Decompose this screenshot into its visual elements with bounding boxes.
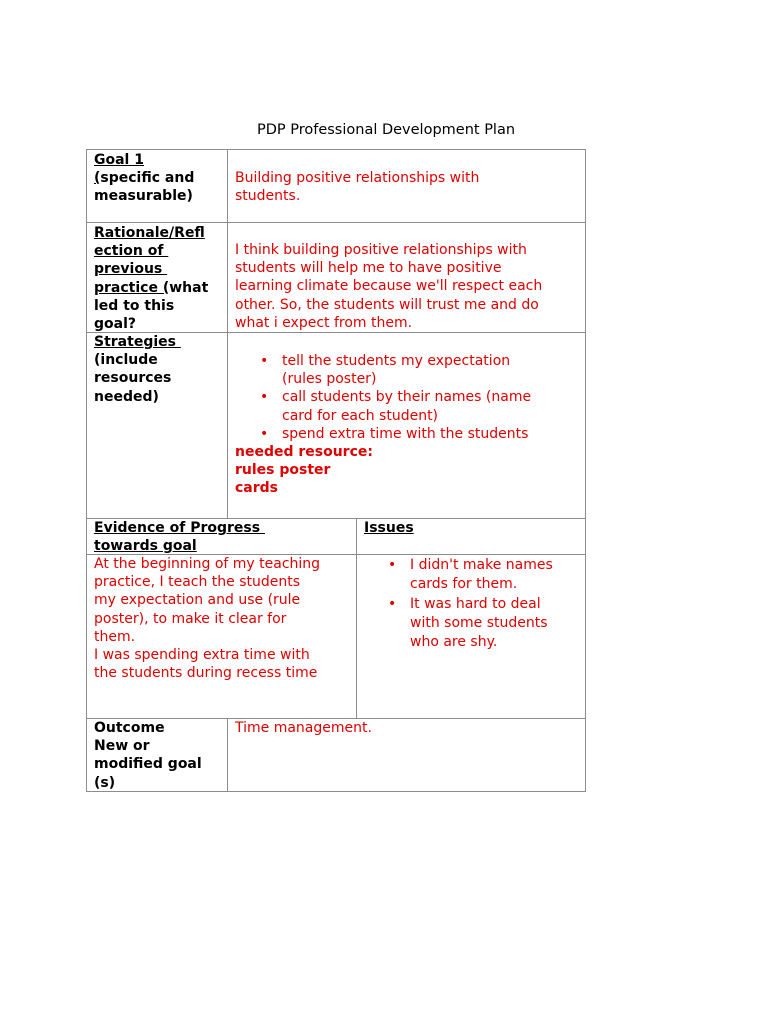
issues-list [364, 556, 579, 652]
rationale-label-line: goal? [94, 316, 137, 333]
evidence-header: Evidence of Progress [94, 520, 265, 536]
rationale-value-cell [227, 222, 586, 333]
rationale-label-line: previous [94, 261, 168, 278]
goal-label-cell [86, 149, 228, 223]
outcome-label-line: New or [94, 738, 150, 755]
issues-header: Issues [364, 520, 414, 536]
goal-value-line: Building positive relationships with [235, 170, 480, 186]
outcome-label-line: modified goal [94, 756, 202, 773]
goal-value-cell [227, 149, 586, 223]
list-item: • call students by their names (name card for each student) [282, 388, 579, 424]
rationale-value-line: students will help me to have positive [235, 260, 502, 277]
evidence-header: towards goal [94, 538, 197, 555]
rationale-label-line: Rationale/Refl [94, 225, 205, 241]
list-item: • It was hard to deal with some students who are shy. [410, 595, 579, 653]
strategies-list [235, 352, 579, 443]
outcome-label-line: Outcome [94, 720, 165, 736]
strategies-label-line: resources [94, 370, 172, 387]
needed-resource-header: needed resource: [235, 444, 373, 461]
evidence-value-cell [86, 554, 357, 719]
goal-label-title: Goal 1 [94, 152, 144, 168]
evidence-line: poster), to make it clear for [94, 610, 287, 627]
rationale-value-line: other. So, the students will trust me and do [235, 296, 539, 313]
goal-label-specific: specific and [100, 170, 195, 187]
rationale-label-line: ection of [94, 243, 169, 260]
issues-value-cell [356, 554, 586, 719]
issues-header-cell [356, 518, 586, 555]
evidence-line: my expectation and use (rule [94, 592, 301, 609]
strategies-label-cell [86, 332, 228, 519]
outcome-label-line: (s) [94, 774, 116, 791]
outcome-value-cell [227, 718, 586, 792]
rationale-value-line: what i expect from them. [235, 314, 413, 331]
rationale-value-line: learning climate because we'll respect each [235, 278, 543, 295]
list-item: • tell the students my expectation (rules poster) [282, 352, 579, 388]
strategies-label-title: Strategies [94, 334, 181, 350]
outcome-value: Time management. [235, 720, 372, 736]
evidence-line: practice, I teach the students [94, 574, 301, 591]
evidence-line: them. [94, 628, 136, 645]
strategies-label-line: needed) [94, 388, 159, 405]
evidence-line: I was spending extra time with [94, 647, 310, 664]
rationale-label-what: what [169, 279, 209, 296]
evidence-line: the students during recess time [94, 665, 318, 682]
goal-label-paren: ( [94, 170, 101, 187]
outcome-label-cell [86, 718, 228, 792]
goal-value-line: students. [235, 188, 301, 205]
needed-resource-item: rules poster [235, 462, 331, 479]
evidence-line: At the beginning of my teaching [94, 556, 321, 572]
list-item: • I didn't make names cards for them. [410, 556, 579, 595]
strategies-value-cell [227, 332, 586, 519]
rationale-label-line: led to this [94, 297, 175, 314]
list-item: • spend extra time with the students [282, 425, 579, 443]
page-title: PDP Professional Development Plan [256, 122, 516, 138]
rationale-label-cell [86, 222, 228, 333]
rationale-label-practice: practice ( [94, 279, 170, 296]
strategies-label-line: (include [94, 352, 158, 369]
goal-label-measurable: measurable) [94, 188, 193, 205]
needed-resource-item: cards [235, 480, 279, 497]
evidence-header-cell [86, 518, 357, 555]
rationale-value-line: I think building positive relationships with [235, 242, 527, 258]
